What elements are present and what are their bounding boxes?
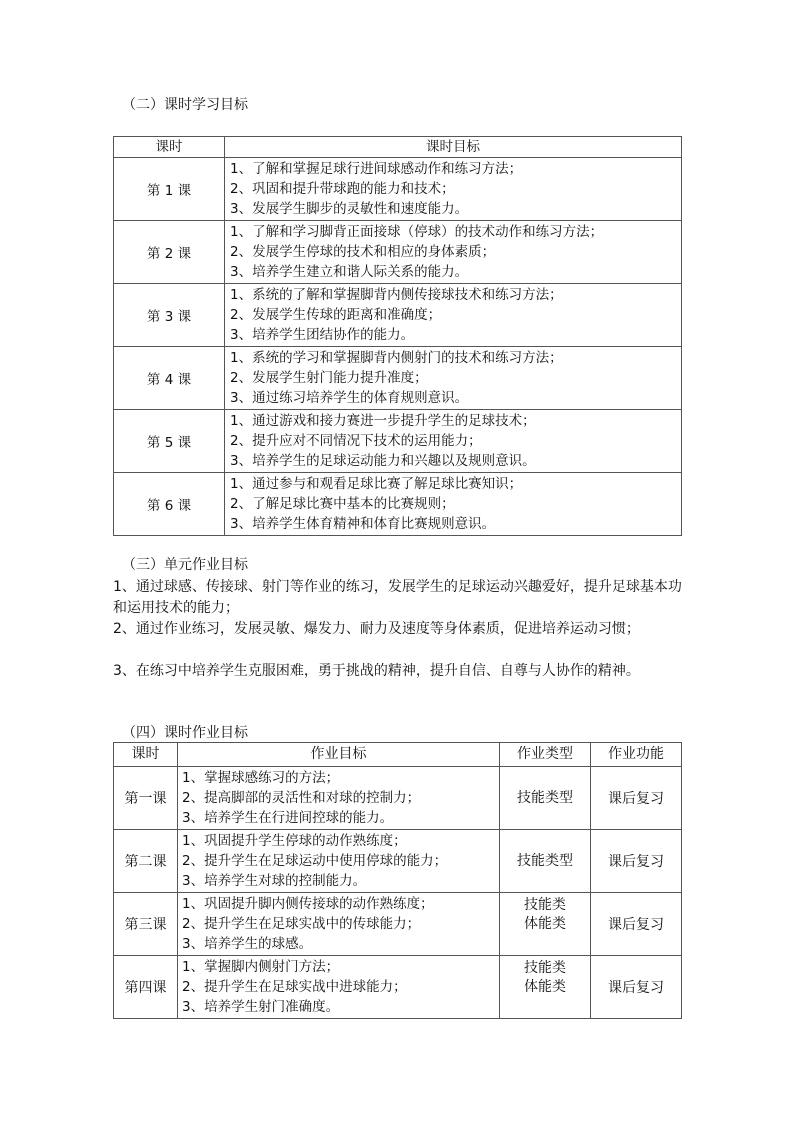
function-cell: 课后复习 (591, 893, 682, 956)
table-row (114, 284, 682, 347)
goal-line: 3、培养学生射门准确度。 (182, 999, 340, 1016)
header-homework-function: 作业功能 (591, 743, 682, 767)
table-row (114, 158, 682, 221)
goal-line: 2、发展学生射门能力提升准度； (230, 369, 428, 386)
goals-cell (225, 410, 682, 473)
type-line: 技能类 (524, 897, 566, 913)
type-cell (500, 956, 591, 1019)
goal-line: 2、提升学生在足球实战中的传球能力； (182, 915, 421, 932)
lesson-cell: 第二课 (114, 830, 178, 893)
goal-line: 1、巩固提升学生停球的动作熟练度； (182, 832, 407, 849)
header-homework-type: 作业类型 (500, 743, 591, 767)
goal-line: 2、提高脚部的灵活性和对球的控制力； (182, 789, 421, 806)
goal-line: 2、发展学生传球的距离和准确度； (230, 306, 442, 323)
section4-title: （四）课时作业目标 (122, 725, 248, 741)
unit-goal-paragraph: 1、通过球感、传接球、射门等作业的练习，发展学生的足球运动兴趣爱好，提升足球基本功和运用技术的能力； (113, 579, 682, 616)
lesson-cell: 第 5 课 (114, 410, 225, 473)
lesson-cell: 第三课 (114, 893, 178, 956)
type-line: 体能类 (524, 979, 566, 995)
goals-cell (225, 284, 682, 347)
goal-line: 3、发展学生脚步的灵敏性和速度能力。 (230, 201, 469, 218)
goal-line: 3、通过练习培养学生的体育规则意识。 (230, 390, 469, 407)
goal-line: 3、培养学生体育精神和体育比赛规则意识。 (230, 516, 496, 533)
lesson-cell: 第 4 课 (114, 347, 225, 410)
homework-goals-table (113, 742, 682, 1019)
function-cell: 课后复习 (591, 956, 682, 1019)
table-header-row (114, 743, 682, 767)
lesson-cell: 第 3 课 (114, 284, 225, 347)
table-row (114, 347, 682, 410)
goal-line: 1、了解和掌握足球行进间球感动作和练习方法； (230, 160, 523, 177)
section2-title: （二）课时学习目标 (122, 97, 248, 113)
table-row (114, 956, 682, 1019)
goal-line: 1、通过参与和观看足球比赛了解足球比赛知识； (230, 475, 523, 492)
type-line: 体能类 (524, 916, 566, 932)
function-cell: 课后复习 (591, 830, 682, 893)
goal-line: 1、系统的了解和掌握脚背内侧传接球技术和练习方法； (230, 286, 563, 303)
unit-goal-paragraph: 3、在练习中培养学生克服困难，勇于挑战的精神，提升自信、自尊与人协作的精神。 (113, 663, 640, 679)
table-row (114, 473, 682, 536)
header-goals: 课时目标 (225, 137, 682, 158)
type-cell (500, 893, 591, 956)
goal-line: 3、培养学生团结协作的能力。 (230, 327, 415, 344)
goal-line: 3、培养学生的足球运动能力和兴趣以及规则意识。 (230, 453, 536, 470)
table-row (114, 830, 682, 893)
section3-title: （三）单元作业目标 (122, 557, 248, 573)
function-cell: 课后复习 (591, 767, 682, 830)
goal-line: 1、系统的学习和掌握脚背内侧射门的技术和练习方法； (230, 349, 563, 366)
table-row (114, 221, 682, 284)
goals-cell (225, 347, 682, 410)
type-line: 技能类 (524, 960, 566, 976)
goal-line: 2、了解足球比赛中基本的比赛规则； (230, 495, 455, 512)
goal-line: 3、培养学生在行进间控球的能力。 (182, 810, 394, 827)
lesson-cell: 第一课 (114, 767, 178, 830)
type-line: 技能类型 (517, 852, 573, 869)
lesson-cell: 第 1 课 (114, 158, 225, 221)
goals-cell (178, 830, 500, 893)
lesson-goals-table (113, 136, 682, 536)
goals-cell (178, 893, 500, 956)
goal-line: 1、掌握球感练习的方法； (182, 769, 340, 786)
table-row (114, 893, 682, 956)
lesson-cell: 第四课 (114, 956, 178, 1019)
header-lesson: 课时 (114, 137, 225, 158)
type-line: 技能类型 (517, 789, 573, 806)
goal-line: 1、了解和学习脚背正面接球（停球）的技术动作和练习方法； (230, 223, 604, 240)
lesson-cell: 第 6 课 (114, 473, 225, 536)
type-cell (500, 830, 591, 893)
table-row (114, 410, 682, 473)
goal-line: 2、提升学生在足球实战中进球能力； (182, 978, 407, 995)
goal-line: 3、培养学生建立和谐人际关系的能力。 (230, 264, 469, 281)
unit-goal-paragraph: 2、通过作业练习，发展灵敏、爆发力、耐力及速度等身体素质，促进培养运动习惯； (113, 621, 640, 637)
goals-cell (178, 956, 500, 1019)
goal-line: 2、提升应对不同情况下技术的运用能力； (230, 432, 482, 449)
table-header-row (114, 137, 682, 158)
lesson-cell: 第 2 课 (114, 221, 225, 284)
goal-line: 1、巩固提升脚内侧传接球的动作熟练度； (182, 895, 434, 912)
table-row (114, 767, 682, 830)
goals-cell (178, 767, 500, 830)
goal-line: 1、通过游戏和接力赛进一步提升学生的足球技术； (230, 412, 536, 429)
goals-cell (225, 221, 682, 284)
goal-line: 2、提升学生在足球运动中使用停球的能力； (182, 852, 448, 869)
type-cell (500, 767, 591, 830)
goal-line: 1、掌握脚内侧射门方法； (182, 958, 340, 975)
goal-line: 3、培养学生对球的控制能力。 (182, 873, 367, 890)
goal-line: 2、巩固和提升带球跑的能力和技术； (230, 180, 455, 197)
header-homework-goals: 作业目标 (178, 743, 500, 767)
goal-line: 2、发展学生停球的技术和相应的身体素质； (230, 243, 496, 260)
goal-line: 3、培养学生的球感。 (182, 936, 313, 953)
goals-cell (225, 473, 682, 536)
header-lesson: 课时 (114, 743, 178, 767)
goals-cell (225, 158, 682, 221)
